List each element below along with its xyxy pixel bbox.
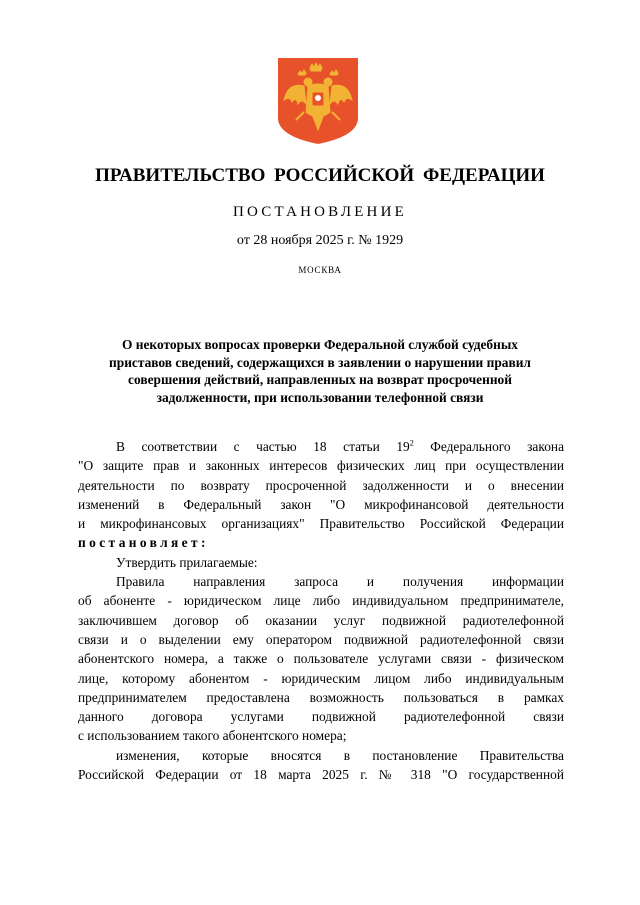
body-line: деятельности по возврату просроченной задолженности и о внесении (78, 477, 564, 493)
body-line: лице, которому абонентом - юридическим лицом либо индивидуальным (78, 670, 564, 686)
superscript: 2 (409, 438, 414, 448)
heading-line: совершения действий, направленных на возврат просроченной (128, 372, 512, 387)
body-line: связи и о выделении ему оператором подвижной радиотелефонной связи (78, 631, 564, 647)
body-line-resolves: постановляет: (78, 535, 209, 551)
body-line: "О защите прав и законных интересов физических лиц при осуществлении (78, 458, 564, 474)
body-line: данного договора услугами подвижной радиотелефонной связи (78, 709, 564, 725)
document-body (78, 437, 564, 784)
body-line: Российской Федерации от 18 марта 2025 г. № 318 "О государственной (78, 767, 564, 783)
document-type: ПОСТАНОВЛЕНИЕ (233, 204, 407, 220)
body-line: Утвердить прилагаемые: (116, 554, 258, 570)
body-line: В соответствии с частью 18 статьи $19^2$ Федерального закона (116, 438, 565, 454)
document-date-number: от 28 ноября 2025 г. № 1929 (236, 233, 404, 248)
body-line: предпринимателем предоставлена возможность пользоваться в рамках (78, 689, 564, 705)
body-line: изменений в Федеральный закон "О микрофинансовой деятельности (78, 496, 564, 512)
body-line: Правила направления запроса и получения информации (116, 574, 564, 590)
heading-line: задолженности, при использовании телефонной связи (156, 389, 484, 405)
body-line: и микрофинансовых организациях" Правительство Российской Федерации (78, 516, 564, 532)
body-line: изменения, которые вносятся в постановление Правительства (116, 747, 564, 763)
document-city: МОСКВА (298, 265, 342, 275)
document-heading (60, 336, 580, 406)
coat-of-arms-icon (276, 56, 360, 146)
body-line: заключившем договор об оказании услуг подвижной радиотелефонной (78, 612, 564, 628)
heading-line: приставов сведений, содержащихся в заявлении о нарушении правил (109, 354, 531, 370)
government-title: ПРАВИТЕЛЬСТВО РОССИЙСКОЙ ФЕДЕРАЦИИ (95, 165, 545, 186)
heading-line: О некоторых вопросах проверки Федеральной службой судебных (122, 337, 518, 352)
body-line: с использованием такого абонентского номера; (78, 728, 347, 744)
body-line: абонентского номера, а также о пользователе услугами связи - физическом (78, 651, 564, 667)
body-line: об абоненте - юридическом лице либо индивидуальном предпринимателе, (78, 593, 564, 609)
